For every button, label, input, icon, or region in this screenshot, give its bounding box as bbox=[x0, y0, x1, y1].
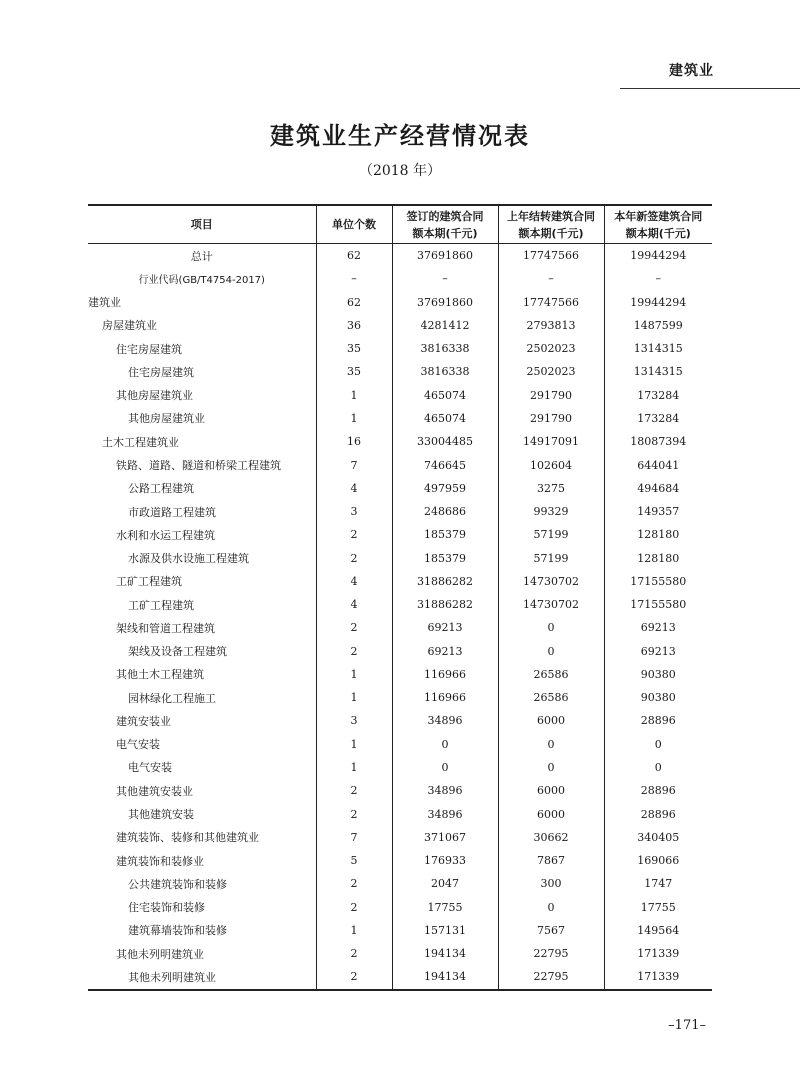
table-row bbox=[88, 523, 712, 546]
table-row bbox=[88, 779, 712, 802]
signed-contract-cell: 34896 bbox=[392, 779, 498, 802]
header-signed-contracts: 签订的建筑合同 额本期(千元) bbox=[392, 205, 498, 244]
row-label: 行业代码(GB/T4754-2017) bbox=[138, 275, 265, 287]
table-row bbox=[88, 709, 712, 732]
signed-contract-cell: 194134 bbox=[392, 942, 498, 965]
unit-count-cell: 5 bbox=[316, 849, 392, 872]
new-contract-cell: 90380 bbox=[604, 686, 712, 709]
new-contract-cell: 149564 bbox=[604, 919, 712, 942]
table-row bbox=[88, 267, 712, 290]
page-title: 建筑业生产经营情况表 bbox=[270, 121, 530, 150]
unit-count-cell: 1 bbox=[316, 686, 392, 709]
table-row bbox=[88, 919, 712, 942]
row-label: 其他建筑安装 bbox=[128, 808, 194, 821]
unit-count-cell: 1 bbox=[316, 407, 392, 430]
carried-over-cell: 2502023 bbox=[498, 360, 604, 383]
signed-contract-cell: 157131 bbox=[392, 919, 498, 942]
unit-count-cell: 2 bbox=[316, 523, 392, 546]
header-carried-over-contracts: 上年结转建筑合同 额本期(千元) bbox=[498, 205, 604, 244]
signed-contract-cell: 176933 bbox=[392, 849, 498, 872]
signed-contract-cell: 17755 bbox=[392, 895, 498, 918]
carried-over-cell: 291790 bbox=[498, 384, 604, 407]
new-contract-cell: 340405 bbox=[604, 826, 712, 849]
row-label: 架线及设备工程建筑 bbox=[128, 645, 227, 659]
signed-contract-cell: 185379 bbox=[392, 546, 498, 569]
unit-count-cell: 35 bbox=[316, 360, 392, 383]
row-label: 市政道路工程建筑 bbox=[128, 505, 216, 519]
unit-count-cell: 7 bbox=[316, 453, 392, 476]
row-label: 电气安装 bbox=[116, 738, 160, 752]
carried-over-cell: 14917091 bbox=[498, 430, 604, 453]
row-label: 建筑装饰和装修业 bbox=[116, 854, 204, 868]
carried-over-cell: 17747566 bbox=[498, 244, 604, 268]
unit-count-cell: 16 bbox=[316, 430, 392, 453]
carried-over-cell: 99329 bbox=[498, 500, 604, 523]
carried-over-cell: 0 bbox=[498, 756, 604, 779]
row-label: 公共建筑装饰和装修 bbox=[128, 877, 227, 891]
table-body bbox=[88, 244, 712, 990]
carried-over-cell: 6000 bbox=[498, 709, 604, 732]
table-row bbox=[88, 849, 712, 872]
carried-over-cell: 2502023 bbox=[498, 337, 604, 360]
signed-contract-cell: 2047 bbox=[392, 872, 498, 895]
table-row bbox=[88, 686, 712, 709]
row-label: 建筑幕墙装饰和装修 bbox=[128, 924, 227, 938]
unit-count-cell: 2 bbox=[316, 779, 392, 802]
signed-contract-cell: 248686 bbox=[392, 500, 498, 523]
header-item: 项目 bbox=[88, 205, 316, 244]
signed-contract-cell: 465074 bbox=[392, 384, 498, 407]
signed-contract-cell: 31886282 bbox=[392, 593, 498, 616]
unit-count-cell: 2 bbox=[316, 942, 392, 965]
row-label: 其他房屋建筑业 bbox=[116, 389, 193, 403]
table-row bbox=[88, 430, 712, 453]
carried-over-cell: 3275 bbox=[498, 477, 604, 500]
row-label: 住宅房屋建筑 bbox=[116, 342, 182, 356]
table-row bbox=[88, 453, 712, 476]
carried-over-cell: 0 bbox=[498, 895, 604, 918]
signed-contract-cell: 37691860 bbox=[392, 244, 498, 268]
carried-over-cell: – bbox=[498, 267, 604, 290]
table-header-row bbox=[88, 205, 712, 244]
row-label: 房屋建筑业 bbox=[102, 319, 157, 333]
row-label: 其他建筑安装业 bbox=[116, 784, 193, 798]
row-label: 总计 bbox=[190, 249, 213, 263]
new-contract-cell: 17155580 bbox=[604, 570, 712, 593]
new-contract-cell: 149357 bbox=[604, 500, 712, 523]
unit-count-cell: 4 bbox=[316, 477, 392, 500]
new-contract-cell: 69213 bbox=[604, 640, 712, 663]
table-row bbox=[88, 570, 712, 593]
new-contract-cell: 17755 bbox=[604, 895, 712, 918]
table-row bbox=[88, 500, 712, 523]
row-label: 铁路、道路、隧道和桥梁工程建筑 bbox=[116, 459, 281, 473]
unit-count-cell: 1 bbox=[316, 919, 392, 942]
signed-contract-cell: 746645 bbox=[392, 453, 498, 476]
page-subtitle: （2018 年） bbox=[358, 163, 442, 179]
table-row bbox=[88, 802, 712, 825]
new-contract-cell: 90380 bbox=[604, 663, 712, 686]
carried-over-cell: 14730702 bbox=[498, 593, 604, 616]
table-row bbox=[88, 756, 712, 779]
carried-over-cell: 7867 bbox=[498, 849, 604, 872]
row-label: 建筑安装业 bbox=[116, 714, 171, 728]
table-row bbox=[88, 407, 712, 430]
carried-over-cell: 291790 bbox=[498, 407, 604, 430]
signed-contract-cell: 31886282 bbox=[392, 570, 498, 593]
unit-count-cell: 7 bbox=[316, 826, 392, 849]
unit-count-cell: 62 bbox=[316, 244, 392, 268]
signed-contract-cell: 371067 bbox=[392, 826, 498, 849]
table-row bbox=[88, 384, 712, 407]
signed-contract-cell: 33004485 bbox=[392, 430, 498, 453]
unit-count-cell: 2 bbox=[316, 640, 392, 663]
new-contract-cell: 28896 bbox=[604, 779, 712, 802]
new-contract-cell: 128180 bbox=[604, 546, 712, 569]
carried-over-cell: 57199 bbox=[498, 546, 604, 569]
construction-operations-table bbox=[88, 204, 712, 991]
row-label: 住宅房屋建筑 bbox=[128, 365, 194, 379]
new-contract-cell: 644041 bbox=[604, 453, 712, 476]
table-row bbox=[88, 337, 712, 360]
carried-over-cell: 30662 bbox=[498, 826, 604, 849]
unit-count-cell: 35 bbox=[316, 337, 392, 360]
row-label: 工矿工程建筑 bbox=[128, 598, 194, 612]
row-label: 其他未列明建筑业 bbox=[88, 965, 316, 989]
row-label: 建筑业 bbox=[88, 296, 121, 310]
new-contract-cell: 19944294 bbox=[604, 244, 712, 268]
carried-over-cell: 2793813 bbox=[498, 314, 604, 337]
carried-over-cell: 6000 bbox=[498, 802, 604, 825]
statistics-table-container bbox=[88, 204, 712, 991]
new-contract-cell: 173284 bbox=[604, 384, 712, 407]
unit-count-cell: 1 bbox=[316, 733, 392, 756]
signed-contract-cell: 116966 bbox=[392, 686, 498, 709]
unit-count-cell: 1 bbox=[316, 663, 392, 686]
row-label: 住宅装饰和装修 bbox=[128, 901, 205, 915]
new-contract-cell: 28896 bbox=[604, 709, 712, 732]
table-row bbox=[88, 942, 712, 965]
unit-count-cell: 2 bbox=[316, 802, 392, 825]
carried-over-cell: 102604 bbox=[498, 453, 604, 476]
new-contract-cell: 1314315 bbox=[604, 360, 712, 383]
carried-over-cell: 26586 bbox=[498, 686, 604, 709]
new-contract-cell: 128180 bbox=[604, 523, 712, 546]
new-contract-cell: 18087394 bbox=[604, 430, 712, 453]
table-row bbox=[88, 360, 712, 383]
header-rule bbox=[620, 88, 800, 89]
carried-over-cell: 7567 bbox=[498, 919, 604, 942]
running-head: 建筑业 bbox=[669, 63, 714, 79]
signed-contract-cell: 465074 bbox=[392, 407, 498, 430]
carried-over-cell: 57199 bbox=[498, 523, 604, 546]
carried-over-cell: 0 bbox=[498, 640, 604, 663]
new-contract-cell: 1747 bbox=[604, 872, 712, 895]
table-row bbox=[88, 546, 712, 569]
new-contract-cell: 173284 bbox=[604, 407, 712, 430]
row-label: 工矿工程建筑 bbox=[116, 575, 182, 589]
table-row bbox=[88, 872, 712, 895]
table-row bbox=[88, 291, 712, 314]
new-contract-cell: 28896 bbox=[604, 802, 712, 825]
new-contract-cell: 494684 bbox=[604, 477, 712, 500]
row-label: 园林绿化工程施工 bbox=[128, 691, 216, 705]
unit-count-cell: 36 bbox=[316, 314, 392, 337]
carried-over-cell: 14730702 bbox=[498, 570, 604, 593]
signed-contract-cell: 4281412 bbox=[392, 314, 498, 337]
signed-contract-cell: 37691860 bbox=[392, 291, 498, 314]
signed-contract-cell: 3816338 bbox=[392, 337, 498, 360]
signed-contract-cell: 0 bbox=[392, 756, 498, 779]
carried-over-cell: 22795 bbox=[498, 942, 604, 965]
table-row bbox=[88, 826, 712, 849]
page-number: –171– bbox=[668, 1018, 706, 1033]
unit-count-cell: 2 bbox=[316, 965, 392, 989]
row-label: 其他房屋建筑业 bbox=[128, 412, 205, 426]
unit-count-cell: 2 bbox=[316, 872, 392, 895]
table-row bbox=[88, 663, 712, 686]
row-label: 公路工程建筑 bbox=[128, 482, 194, 496]
unit-count-cell: 1 bbox=[316, 756, 392, 779]
unit-count-cell: 62 bbox=[316, 291, 392, 314]
row-label: 其他未列明建筑业 bbox=[116, 947, 204, 961]
table-row bbox=[88, 593, 712, 616]
carried-over-cell: 26586 bbox=[498, 663, 604, 686]
unit-count-cell: 3 bbox=[316, 709, 392, 732]
unit-count-cell: 2 bbox=[316, 616, 392, 639]
signed-contract-cell: 497959 bbox=[392, 477, 498, 500]
row-label: 水源及供水设施工程建筑 bbox=[128, 552, 249, 566]
carried-over-cell: 6000 bbox=[498, 779, 604, 802]
new-contract-cell: 19944294 bbox=[604, 291, 712, 314]
table-row bbox=[88, 895, 712, 918]
carried-over-cell: 0 bbox=[498, 616, 604, 639]
new-contract-cell: 17155580 bbox=[604, 593, 712, 616]
row-label: 电气安装 bbox=[128, 761, 172, 775]
signed-contract-cell: 185379 bbox=[392, 523, 498, 546]
signed-contract-cell: 69213 bbox=[392, 640, 498, 663]
signed-contract-cell: 194134 bbox=[392, 965, 498, 989]
new-contract-cell: 0 bbox=[604, 733, 712, 756]
signed-contract-cell: 34896 bbox=[392, 709, 498, 732]
new-contract-cell: 1314315 bbox=[604, 337, 712, 360]
row-label: 建筑装饰、装修和其他建筑业 bbox=[116, 831, 259, 845]
table-row bbox=[88, 314, 712, 337]
unit-count-cell: 4 bbox=[316, 570, 392, 593]
signed-contract-cell: 69213 bbox=[392, 616, 498, 639]
new-contract-cell: 69213 bbox=[604, 616, 712, 639]
new-contract-cell: – bbox=[604, 267, 712, 290]
table-row bbox=[88, 477, 712, 500]
table-row bbox=[88, 244, 712, 268]
signed-contract-cell: 0 bbox=[392, 733, 498, 756]
carried-over-cell: 0 bbox=[498, 733, 604, 756]
signed-contract-cell: 34896 bbox=[392, 802, 498, 825]
unit-count-cell: 4 bbox=[316, 593, 392, 616]
row-label: 水利和水运工程建筑 bbox=[116, 528, 215, 542]
header-unit-count: 单位个数 bbox=[316, 205, 392, 244]
row-label: 其他土木工程建筑 bbox=[116, 668, 204, 682]
new-contract-cell: 169066 bbox=[604, 849, 712, 872]
header-new-contracts: 本年新签建筑合同 额本期(千元) bbox=[604, 205, 712, 244]
unit-count-cell: 2 bbox=[316, 546, 392, 569]
new-contract-cell: 171339 bbox=[604, 965, 712, 989]
unit-count-cell: 3 bbox=[316, 500, 392, 523]
carried-over-cell: 17747566 bbox=[498, 291, 604, 314]
new-contract-cell: 1487599 bbox=[604, 314, 712, 337]
table-row bbox=[88, 616, 712, 639]
unit-count-cell: – bbox=[316, 267, 392, 290]
table-row bbox=[88, 733, 712, 756]
carried-over-cell: 300 bbox=[498, 872, 604, 895]
signed-contract-cell: – bbox=[392, 267, 498, 290]
new-contract-cell: 171339 bbox=[604, 942, 712, 965]
unit-count-cell: 1 bbox=[316, 384, 392, 407]
carried-over-cell: 22795 bbox=[498, 965, 604, 989]
row-label: 土木工程建筑业 bbox=[102, 435, 179, 449]
table-row bbox=[88, 640, 712, 663]
signed-contract-cell: 3816338 bbox=[392, 360, 498, 383]
row-label: 架线和管道工程建筑 bbox=[116, 621, 215, 635]
unit-count-cell: 2 bbox=[316, 895, 392, 918]
table-row bbox=[88, 965, 712, 989]
new-contract-cell: 0 bbox=[604, 756, 712, 779]
signed-contract-cell: 116966 bbox=[392, 663, 498, 686]
